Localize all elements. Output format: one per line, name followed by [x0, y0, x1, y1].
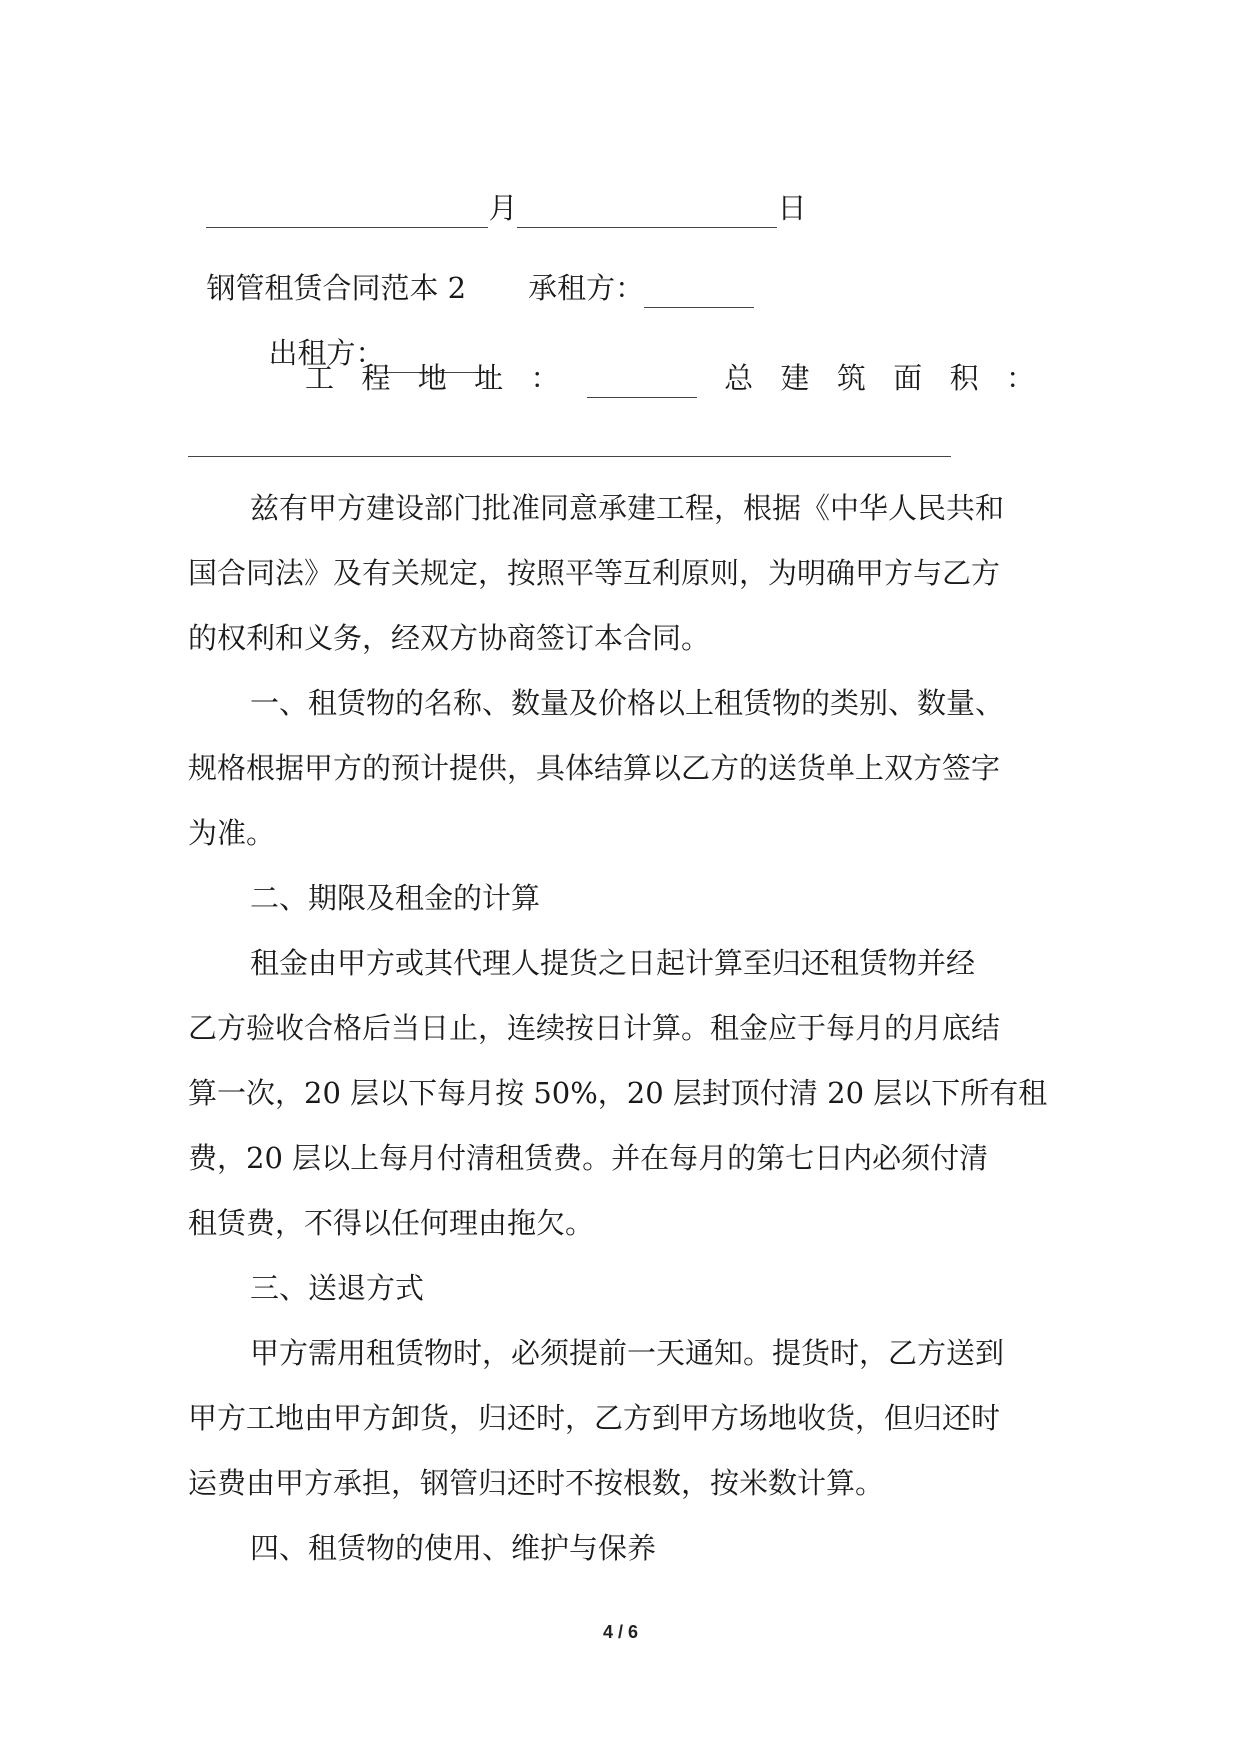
paragraph-line: 为准。	[188, 816, 276, 850]
paragraph-line: 租赁费，不得以任何理由拖欠。	[188, 1206, 595, 1240]
month-label: 月	[488, 191, 518, 225]
lessee-blank	[644, 279, 754, 308]
paragraph-line: 算一次，20 层以下每月按 50%，20 层封顶付清 20 层以下所有租	[188, 1076, 1048, 1110]
address-char: 址	[474, 361, 504, 395]
year-blank	[206, 199, 488, 228]
area-char: 面	[893, 361, 923, 395]
paragraph-line: 乙方验收合格后当日止，连续按日计算。租金应于每月的月底结	[188, 1011, 1001, 1045]
area-char: 总	[724, 361, 754, 395]
address-char: 工	[305, 361, 335, 395]
paragraph-line: 兹有甲方建设部门批准同意承建工程，根据《中华人民共和	[250, 491, 1005, 525]
day-label: 日	[777, 191, 807, 225]
paragraph-line: 租金由甲方或其代理人提货之日起计算至归还租赁物并经	[250, 946, 976, 980]
area-char: 建	[780, 361, 810, 395]
section-heading: 三、送退方式	[250, 1271, 425, 1305]
date-line	[188, 148, 806, 228]
area-char: 筑	[836, 361, 866, 395]
document-title: 钢管租赁合同范本 2	[206, 271, 467, 305]
paragraph-line: 规格根据甲方的预计提供，具体结算以乙方的送货单上双方签字	[188, 751, 1001, 785]
paragraph-line: 国合同法》及有关规定，按照平等互利原则，为明确甲方与乙方	[188, 556, 1001, 590]
area-char: ：	[1005, 361, 1035, 395]
paragraph-line: 费，20 层以上每月付清租赁费。并在每月的第七日内必须付清	[188, 1141, 989, 1175]
project-line	[305, 358, 1035, 398]
address-char: ：	[530, 361, 560, 395]
page-number: 4 / 6	[602, 1622, 639, 1642]
area-blank	[188, 456, 951, 457]
month-blank	[517, 199, 777, 228]
area-char: 积	[949, 361, 979, 395]
paragraph-line: 一、租赁物的名称、数量及价格以上租赁物的类别、数量、	[250, 686, 1005, 720]
address-blank	[587, 371, 697, 398]
address-char: 地	[417, 361, 447, 395]
section-heading: 二、期限及租金的计算	[250, 881, 541, 915]
section-heading: 四、租赁物的使用、维护与保养	[250, 1531, 657, 1565]
paragraph-line: 运费由甲方承担，钢管归还时不按根数，按米数计算。	[188, 1466, 885, 1500]
lessor-label: 出租方：	[268, 336, 385, 370]
address-char: 程	[361, 361, 391, 395]
paragraph-line: 的权利和义务，经双方协商签订本合同。	[188, 621, 711, 655]
paragraph-line: 甲方工地由甲方卸货，归还时，乙方到甲方场地收货，但归还时	[188, 1401, 1001, 1435]
lessee-label: 承租方：	[528, 271, 645, 305]
paragraph-line: 甲方需用租赁物时，必须提前一天通知。提货时，乙方送到	[250, 1336, 1005, 1370]
